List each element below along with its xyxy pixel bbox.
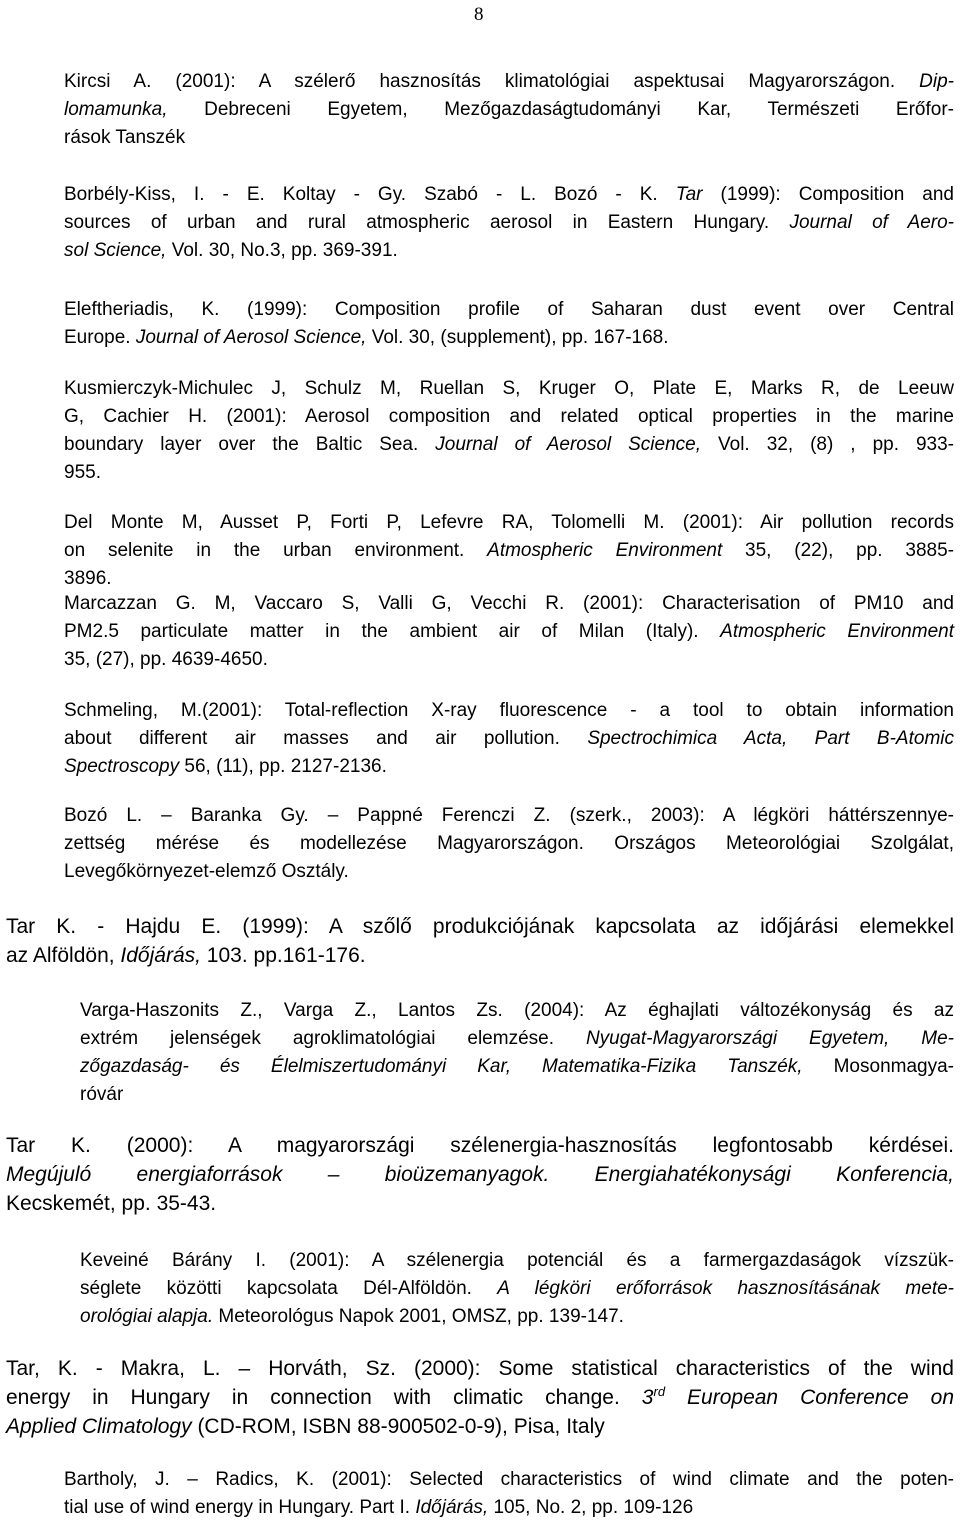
reference-line — [64, 375, 954, 403]
text-segment: Tar K. - Hajdu E. (1999): A szőlő produkciójának kapcsolata az időjárási elemekkel — [6, 915, 954, 938]
reference-line — [80, 1247, 954, 1275]
text-segment: róvár — [80, 1084, 124, 1105]
italic-text: Atmospheric Environment — [720, 621, 954, 642]
reference-line — [6, 1189, 954, 1218]
reference-line — [64, 618, 954, 646]
reference-line — [64, 565, 954, 593]
reference-line — [64, 459, 954, 487]
reference-line — [6, 1354, 954, 1383]
text-segment: Bozó L. – Baranka Gy. – Pappné Ferenczi Z. (szerk., 2003): A légköri háttérszennye- — [64, 805, 954, 826]
italic-text: orológiai alapja. — [80, 1306, 214, 1327]
reference-line — [6, 912, 954, 941]
text-segment: energy in Hungary in connection with climatic change. — [6, 1386, 642, 1409]
text-segment: PM2.5 particulate matter in the ambient air of Milan (Italy). — [64, 621, 721, 642]
reference-line — [64, 646, 954, 674]
reference-line — [64, 324, 954, 352]
text-segment: Keveiné Bárány I. (2001): A szélenergia potenciál és a farmergazdaságok vízszük- — [80, 1250, 954, 1271]
text-segment: Vol. 30, No.3, pp. 369-391. — [166, 240, 398, 261]
text-segment: Marcazzan G. M, Vaccaro S, Valli G, Vecchi R. (2001): Characterisation of PM10 and — [64, 593, 954, 614]
reference-line — [64, 68, 954, 96]
text-segment: az Alföldön, — [6, 944, 121, 967]
reference-line — [80, 1053, 954, 1081]
reference-line — [64, 697, 954, 725]
text-segment: extrém jelenségek agroklimatológiai elemzése. — [80, 1028, 586, 1049]
text-segment: Tar, K. - Makra, L. – Horváth, Sz. (2000): Some statistical characteristics of the wind — [6, 1357, 954, 1380]
italic-text: Dip- — [919, 71, 954, 92]
text-segment: Levegőkörnyezet-elemző Osztály. — [64, 861, 349, 882]
text-segment: Vol. 32, (8) , pp. 933- — [701, 434, 955, 455]
text-segment: 35, (27), pp. 4639-4650. — [64, 649, 268, 670]
reference-tar-hajdu — [6, 912, 954, 970]
text-segment: Europe. — [64, 327, 136, 348]
text-segment: 35, (22), pp. 3885- — [722, 540, 954, 561]
text-segment: Varga-Haszonits Z., Varga Z., Lantos Zs. (2004): Az éghajlati változékonyság és az — [80, 1000, 954, 1021]
reference-line — [64, 296, 954, 324]
text-segment: Kusmierczyk-Michulec J, Schulz M, Ruellan S, Kruger O, Plate E, Marks R, de Leeuw — [64, 378, 954, 399]
reference-line — [6, 1160, 954, 1189]
text-segment: G, Cachier H. (2001): Aerosol composition and related optical properties in the marine — [64, 406, 954, 427]
italic-text: Tar — [675, 184, 703, 205]
reference-kircsi — [64, 68, 954, 152]
text-segment: Del Monte M, Ausset P, Forti P, Lefevre RA, Tolomelli M. (2001): Air pollution records — [64, 512, 954, 533]
text-segment: on selenite in the urban environment. — [64, 540, 488, 561]
text-segment: Bartholy, J. – Radics, K. (2001): Selected characteristics of wind climate and the poten- — [64, 1469, 954, 1490]
italic-text: Atmospheric Environment — [487, 540, 723, 561]
text-segment: 105, No. 2, pp. 109-126 — [488, 1497, 694, 1518]
reference-kusmierczyk — [64, 375, 954, 487]
text-segment: Mosonmagya- — [802, 1056, 954, 1077]
reference-line — [64, 802, 954, 830]
reference-line — [64, 96, 954, 124]
reference-bartholy — [64, 1466, 954, 1522]
reference-line — [64, 753, 954, 781]
reference-line — [64, 830, 954, 858]
italic-text: Spectroscopy — [64, 756, 180, 777]
reference-line — [64, 237, 954, 265]
italic-text: 3 — [641, 1386, 654, 1409]
reference-line — [80, 1275, 954, 1303]
text-segment: Debreceni Egyetem, Mezőgazdaságtudományi Kar, Természeti Erőfor- — [167, 99, 954, 120]
text-segment: (1999): Composition and — [702, 184, 954, 205]
text-segment: Meteorológus Napok 2001, OMSZ, pp. 139-147. — [213, 1306, 624, 1327]
text-segment: séglete közötti kapcsolata Dél-Alföldön. — [80, 1278, 498, 1299]
text-segment: Tar K. (2000): A magyarországi szélenergia-hasznosítás legfontosabb kérdései. — [6, 1134, 954, 1157]
reference-line — [6, 1412, 954, 1441]
italic-text: rd — [653, 1384, 666, 1399]
text-segment: Kircsi A. (2001): A szélerő hasznosítás klimatológiai aspektusai Magyarországon. — [64, 71, 920, 92]
reference-keveine — [80, 1247, 954, 1331]
reference-tar-2000 — [6, 1131, 954, 1218]
reference-line — [80, 997, 954, 1025]
text-segment: Schmeling, M.(2001): Total-reflection X-ray fluorescence - a tool to obtain information — [64, 700, 954, 721]
italic-text: Időjárás, — [120, 944, 201, 967]
reference-eleftheriadis — [64, 296, 954, 352]
reference-marcazzan — [64, 590, 954, 674]
reference-bozo — [64, 802, 954, 886]
reference-varga — [80, 997, 954, 1109]
text-segment: boundary layer over the Baltic Sea. — [64, 434, 436, 455]
italic-text: Journal of Aerosol Science, — [135, 327, 367, 348]
reference-tar-makra — [6, 1354, 954, 1441]
reference-line — [64, 590, 954, 618]
reference-line — [64, 1466, 954, 1494]
reference-delmonte — [64, 509, 954, 593]
text-segment: (CD-ROM, ISBN 88-900502-0-9), Pisa, Italy — [191, 1415, 605, 1438]
italic-text: sol Science, — [64, 240, 167, 261]
reference-line — [6, 1383, 954, 1412]
text-segment: rások Tanszék — [64, 127, 186, 148]
italic-text: Nyugat-Magyarországi Egyetem, Me- — [585, 1028, 954, 1049]
text-segment: 56, (11), pp. 2127-2136. — [179, 756, 387, 777]
italic-text: Időjárás, — [415, 1497, 489, 1518]
text-segment: zettség mérése és modellezése Magyarországon. Országos Meteorológiai Szolgálat, — [64, 833, 954, 854]
reference-line — [64, 509, 954, 537]
italic-text: European Conference on — [665, 1386, 954, 1409]
italic-text: Journal of Aerosol Science, — [435, 434, 702, 455]
page-number: 8 — [474, 4, 484, 25]
text-segment: sources of urban and rural atmospheric aerosol in Eastern Hungary. — [64, 212, 790, 233]
text-segment: about different air masses and air pollution. — [64, 728, 588, 749]
reference-line — [64, 1494, 954, 1522]
italic-text: Megújuló energiaforrások – bioüzemanyagok. Energiahatékonysági Konferencia, — [6, 1163, 954, 1186]
reference-line — [64, 181, 954, 209]
text-segment: Borbély-Kiss, I. - E. Koltay - Gy. Szabó - L. Bozó - K. — [64, 184, 676, 205]
text-segment: Kecskemét, pp. 35-43. — [6, 1192, 217, 1215]
italic-text: Applied Climatology — [6, 1415, 192, 1438]
italic-text: Journal of Aero- — [789, 212, 954, 233]
reference-line — [80, 1025, 954, 1053]
reference-line — [64, 725, 954, 753]
reference-line — [6, 941, 954, 970]
reference-line — [64, 431, 954, 459]
italic-text: Spectrochimica Acta, Part B-Atomic — [587, 728, 954, 749]
italic-text: lomamunka, — [64, 99, 168, 120]
reference-line — [64, 209, 954, 237]
italic-text: A légköri erőforrások hasznosításának mete- — [497, 1278, 954, 1299]
reference-line — [6, 1131, 954, 1160]
text-segment: 3896. — [64, 568, 112, 589]
text-segment: 103. pp.161-176. — [200, 944, 366, 967]
reference-line — [80, 1303, 954, 1331]
text-segment: Vol. 30, (supplement), pp. 167-168. — [366, 327, 669, 348]
reference-line — [64, 858, 954, 886]
reference-schmeling — [64, 697, 954, 781]
reference-borbely — [64, 181, 954, 265]
text-segment: 955. — [64, 462, 101, 483]
italic-text: zőgazdaság- és Élelmiszertudományi Kar, Matematika-Fizika Tanszék, — [80, 1056, 803, 1077]
text-segment: Eleftheriadis, K. (1999): Composition profile of Saharan dust event over Central — [64, 299, 954, 320]
reference-line — [64, 537, 954, 565]
text-segment: tial use of wind energy in Hungary. Part I. — [64, 1497, 416, 1518]
reference-line — [64, 403, 954, 431]
reference-line — [64, 124, 954, 152]
reference-line — [80, 1081, 954, 1109]
